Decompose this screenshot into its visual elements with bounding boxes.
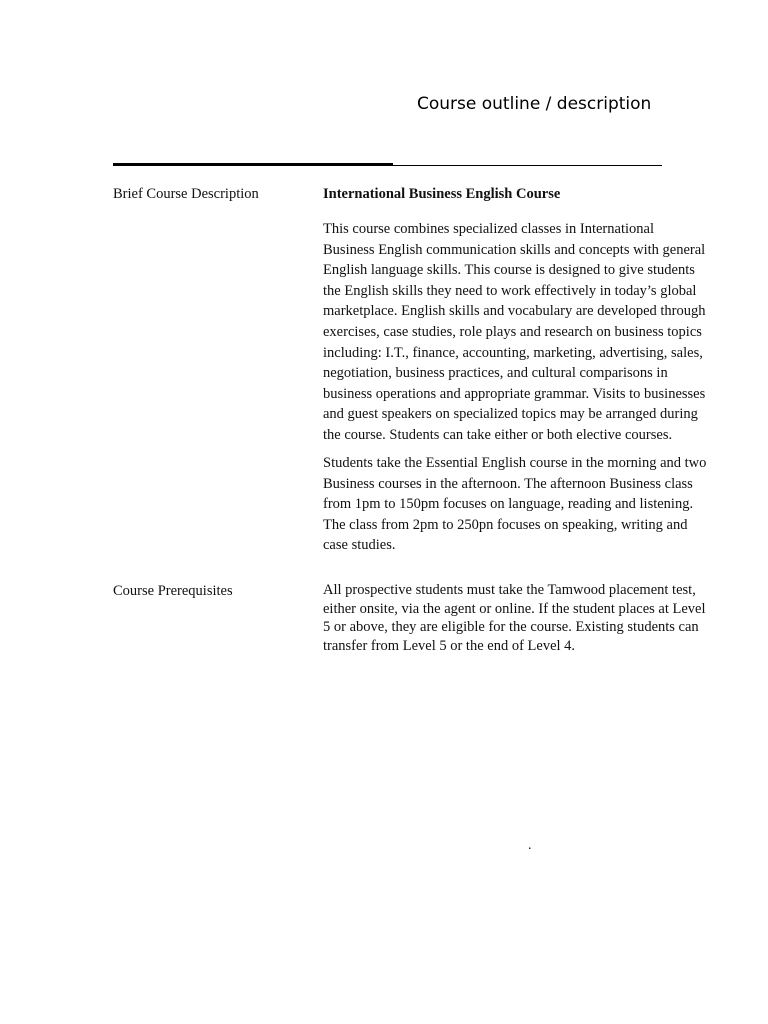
page-title: Course outline / description: [417, 94, 652, 114]
title-underline-thin: [113, 165, 662, 166]
course-name: International Business English Course: [323, 186, 561, 202]
description-paragraph-2: Students take the Essential English course in the morning and two Business courses in the afternoon. The afternoon Business class from 1pm to 150pm focuses on language, reading and listening. The class from 2pm to 250pn focuses on speaking, writing and case studies.: [323, 455, 707, 554]
description-paragraph-1: This course combines specialized classes in International Business English communication skills and concepts with general English language skills. This course is designed to give students the English skills they need to work effectively in today’s global marketplace. English skills and vocabulary are developed through exercises, case studies, role plays and research on business topics including: I.T., finance, accounting, marketing, advertising, sales, negotiation, business practices, and cultural comparisons in business operations and appropriate grammar. Visits to businesses and guest speakers on specialized topics may be arranged during the course. Students can take either or both elective courses.: [323, 221, 706, 443]
stray-dot: .: [528, 838, 532, 853]
prerequisites-label: Course Prerequisites: [113, 583, 233, 599]
prerequisites-text: All prospective students must take the Tamwood placement test, either onsite, via the agent or online. If the student places at Level 5 or above, they are eligible for the course. Existing students can transfer from Level 5 or the end of Level 4.: [323, 582, 706, 654]
description-label: Brief Course Description: [113, 186, 259, 202]
